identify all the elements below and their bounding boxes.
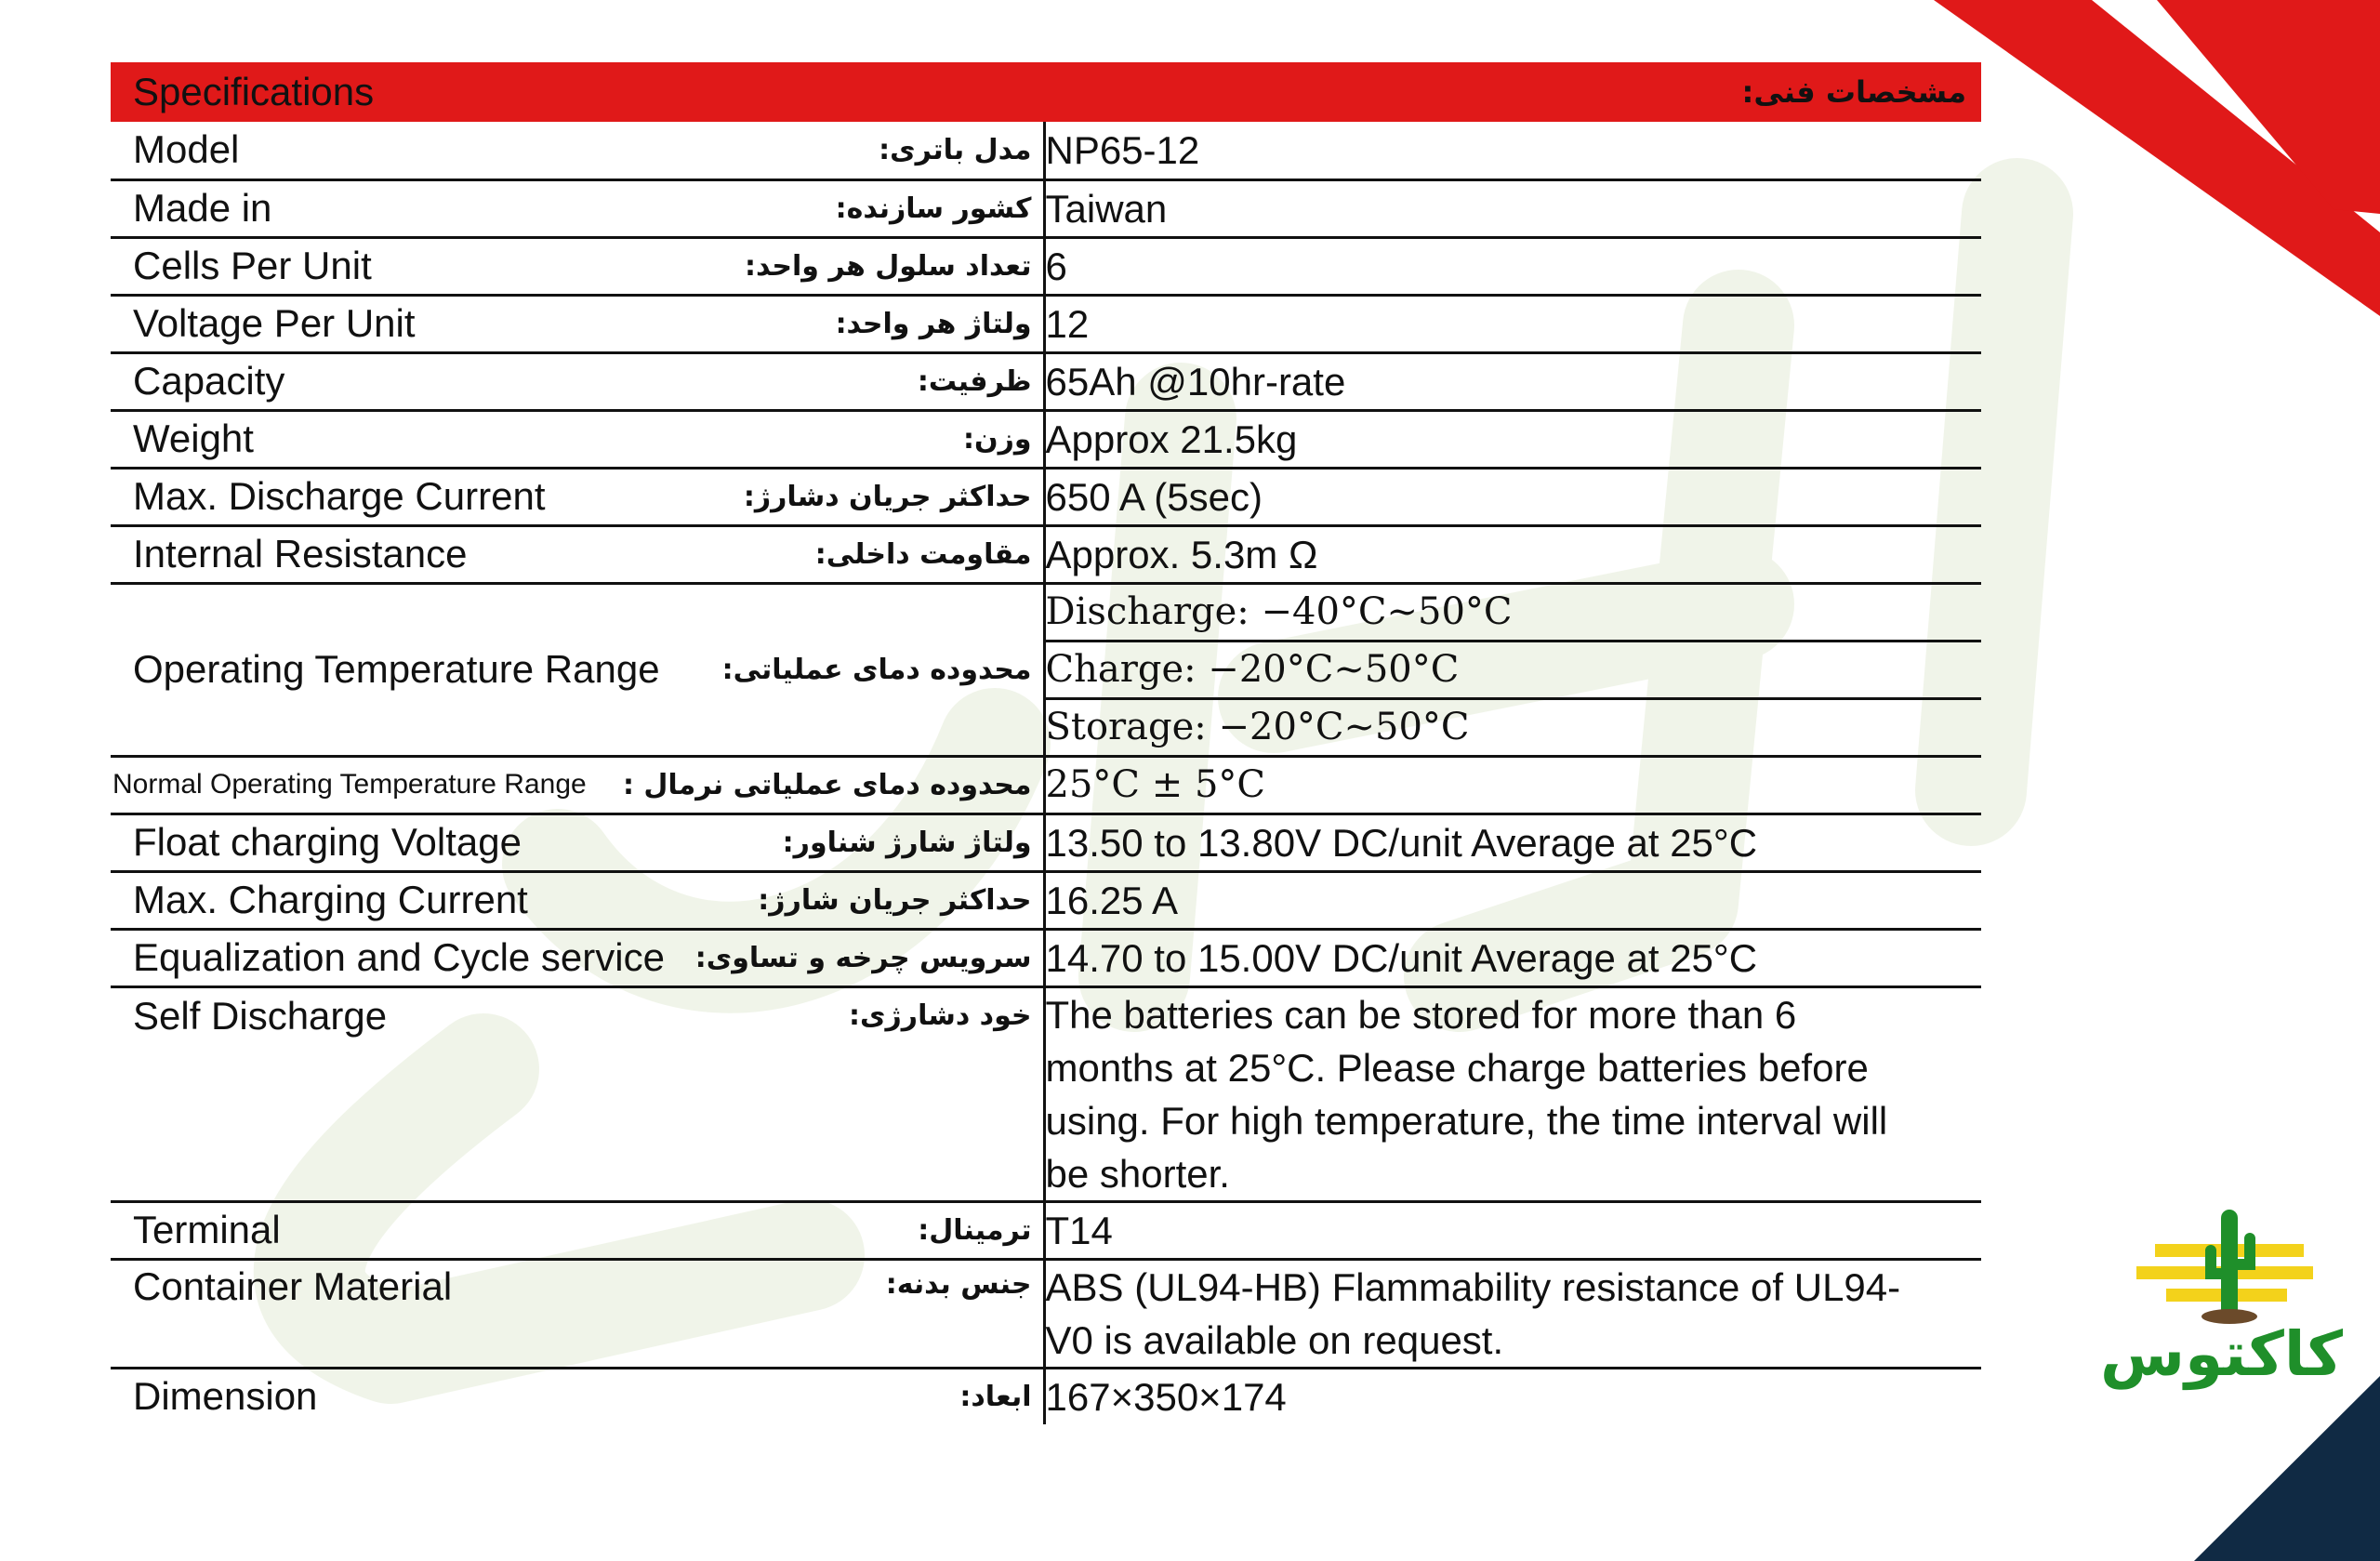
row-label-fa: تعداد سلول هر واحد: [745, 249, 1032, 283]
row-label-fa: وزن: [962, 422, 1032, 456]
table-row-operating-temp [111, 583, 1981, 641]
row-value: 13.50 to 13.80V DC/unit Average at 25°C [1044, 814, 1981, 871]
value-line: ABS (UL94-HB) Flammability resistance of UL94- [1045, 1264, 1901, 1309]
row-value: 16.25 A [1044, 871, 1981, 929]
table-row [111, 1259, 1981, 1368]
row-label-fa: محدوده دمای عملیاتی نرمال : [622, 768, 1032, 801]
table-row [111, 1368, 1981, 1424]
row-label-en: Normal Operating Temperature Range [112, 769, 587, 800]
row-label-en: Weight [133, 417, 254, 460]
row-label-fa: حداکثر جریان شارژ: [758, 883, 1032, 917]
row-label-fa: ولتاژ شارژ شناور: [782, 826, 1032, 859]
table-row [111, 929, 1981, 986]
row-value: 167×350×174 [1045, 1374, 1287, 1419]
row-label-fa: مقاومت داخلی: [814, 537, 1032, 571]
row-label-en: Model [133, 127, 240, 172]
table-row [111, 410, 1981, 468]
row-value: 6 [1044, 237, 1981, 295]
row-label-fa: مدل باتری: [879, 133, 1032, 166]
table-row [111, 179, 1981, 237]
header-title-fa: مشخصات فنی: [1741, 74, 1967, 110]
row-label-en: Equalization and Cycle service [133, 935, 665, 979]
row-label-en: Voltage Per Unit [133, 301, 416, 345]
row-label-en: Max. Charging Current [133, 878, 528, 921]
row-label-fa: ابعاد: [959, 1380, 1032, 1413]
row-label-fa: کشور سازنده: [835, 192, 1032, 225]
row-value: Approx 21.5kg [1044, 410, 1981, 468]
row-label-en: Capacity [133, 359, 285, 403]
table-row [111, 468, 1981, 525]
discharge-temp-value: Discharge: −40°C~50°C [1044, 583, 1981, 641]
table-row [111, 871, 1981, 929]
table-row [111, 295, 1981, 352]
row-label-en: Cells Per Unit [133, 244, 372, 287]
container-value [1044, 1259, 1981, 1368]
row-value: T14 [1044, 1201, 1981, 1259]
row-label-en: Dimension [133, 1374, 318, 1419]
row-value: 14.70 to 15.00V DC/unit Average at 25°C [1044, 929, 1981, 986]
brand-logo-text: کاکتوس [2100, 1318, 2343, 1390]
row-label-en: Internal Resistance [133, 532, 468, 575]
table-row [111, 814, 1981, 871]
value-line: V0 is available on request. [1045, 1317, 1504, 1362]
value-line: The batteries can be stored for more than 6 [1045, 992, 1797, 1037]
row-label-fa: ولتاژ هر واحد: [835, 307, 1032, 340]
table-row [111, 756, 1981, 814]
value-line: be shorter. [1045, 1151, 1230, 1196]
charge-temp-value: Charge: −20°C~50°C [1044, 641, 1981, 698]
row-value: 25°C ± 5°C [1044, 756, 1981, 814]
row-label-en: Float charging Voltage [133, 820, 522, 864]
row-value: 12 [1044, 295, 1981, 352]
cactus-icon [2110, 1199, 2343, 1329]
table-row [111, 1201, 1981, 1259]
table-header-row [111, 62, 1981, 122]
row-label-fa: حداکثر جریان دشارژ: [743, 480, 1032, 513]
row-label-fa: جنس بدنه: [885, 1267, 1032, 1301]
row-label-en: Container Material [133, 1263, 453, 1308]
value-line: using. For high temperature, the time interval will [1045, 1098, 1888, 1143]
row-value: NP65-12 [1044, 122, 1981, 179]
table-row [111, 122, 1981, 179]
specifications-table [111, 62, 1981, 1424]
row-value: 650 A (5sec) [1044, 468, 1981, 525]
row-label-en: Terminal [133, 1208, 281, 1251]
self-discharge-value [1044, 986, 1981, 1201]
row-label-fa: خود دشارژی: [849, 999, 1032, 1032]
row-label-fa: ترمینال: [918, 1213, 1032, 1247]
row-label-en: Max. Discharge Current [133, 474, 546, 518]
row-label-en: Operating Temperature Range [133, 647, 660, 691]
header-title-en: Specifications [133, 70, 375, 113]
table-row [111, 352, 1981, 410]
brand-logo [2100, 1199, 2343, 1432]
table-row [111, 986, 1981, 1201]
table-row [111, 525, 1981, 583]
value-line: months at 25°C. Please charge batteries before [1045, 1045, 1869, 1090]
row-label-fa: محدوده دمای عملیاتی: [721, 653, 1032, 686]
row-value: Taiwan [1044, 179, 1981, 237]
row-label-fa: سرویس چرخه و تساوی: [694, 941, 1032, 974]
row-label-en: Self Discharge [133, 993, 388, 1038]
row-value: 65Ah @10hr-rate [1044, 352, 1981, 410]
storage-temp-value: Storage: −20°C~50°C [1044, 698, 1981, 756]
row-value: Approx. 5.3m Ω [1044, 525, 1981, 583]
table-row [111, 237, 1981, 295]
row-label-fa: ظرفیت: [917, 364, 1032, 398]
row-label-en: Made in [133, 186, 272, 230]
